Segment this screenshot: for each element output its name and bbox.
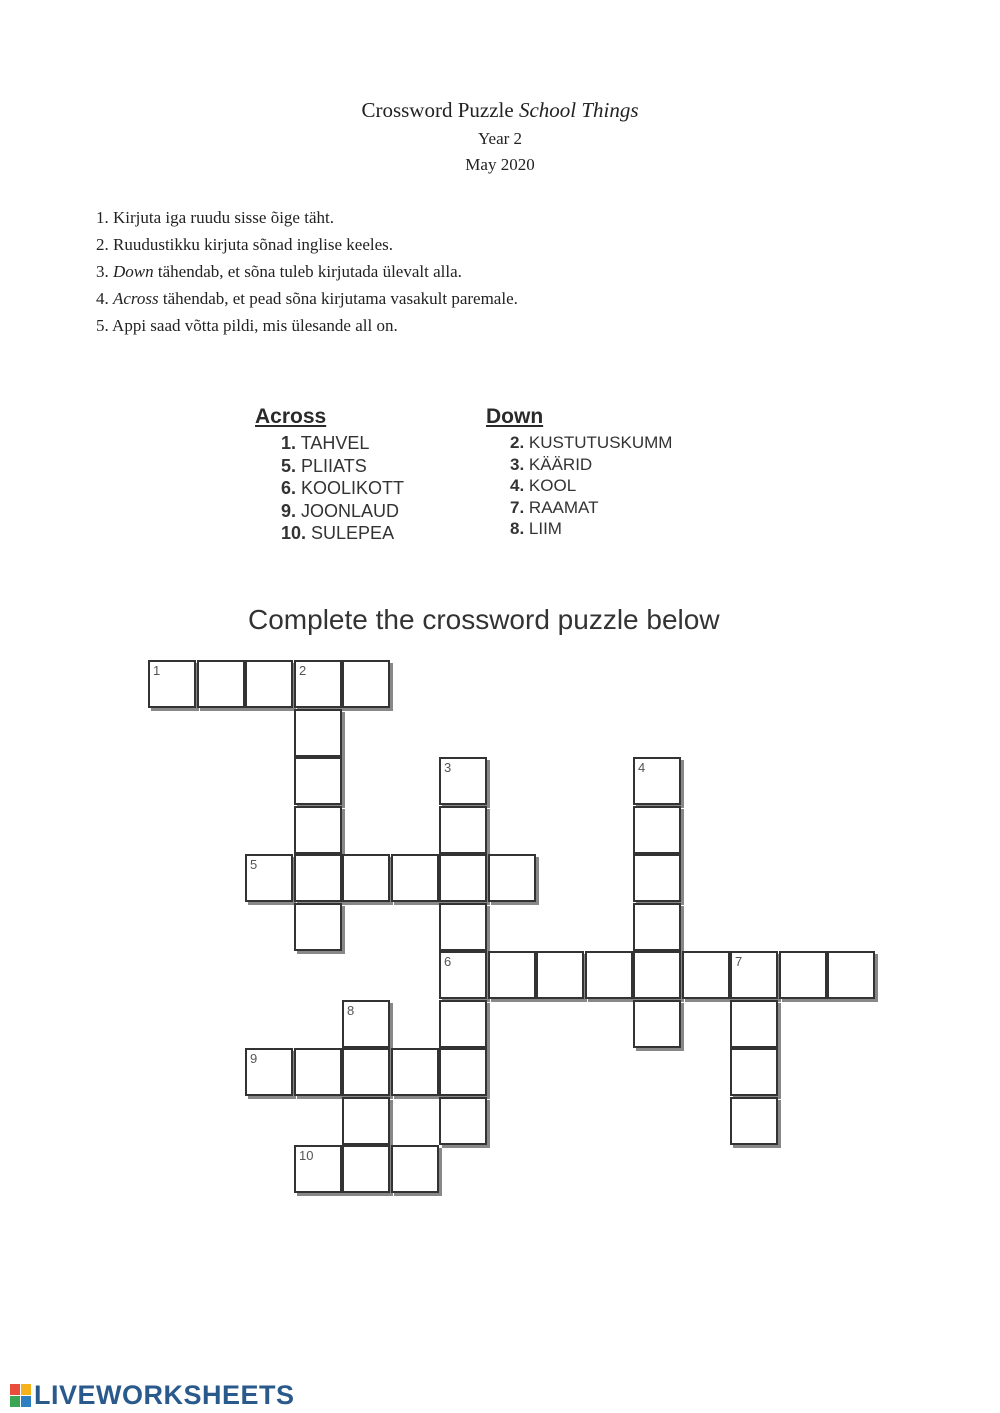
puzzle-heading: Complete the crossword puzzle below [248, 604, 720, 635]
crossword-cell[interactable] [391, 1048, 439, 1096]
crossword-cell[interactable] [730, 1048, 778, 1096]
crossword-cell[interactable] [294, 660, 342, 708]
instruction-text-rest: tähendab, et sõna tuleb kirjutada ülevalt alla. [153, 262, 462, 281]
logo-text: LIVEWORKSHEETS [34, 1380, 295, 1410]
cell-number: 6 [444, 954, 452, 969]
clue-number: 2. [510, 433, 525, 452]
crossword-cell[interactable] [439, 1048, 487, 1096]
clue-number: 4. [510, 476, 525, 495]
crossword-cell[interactable] [245, 660, 293, 708]
crossword-cell[interactable] [633, 951, 681, 999]
crossword-cell[interactable] [342, 1097, 390, 1145]
crossword-cell[interactable] [730, 1000, 778, 1048]
crossword-cell[interactable] [294, 1048, 342, 1096]
title-italic: School Things [518, 98, 639, 122]
instruction-text: 2. Ruudustikku kirjuta sõnad inglise keeles. [96, 235, 393, 254]
clue-word: KÄÄRID [524, 454, 593, 474]
crossword-cell[interactable] [488, 854, 536, 902]
instruction-text: 1. Kirjuta iga ruudu sisse õige täht. [96, 208, 334, 227]
crossword-cell[interactable] [342, 854, 390, 902]
crossword-cell[interactable] [294, 1145, 342, 1193]
page-title: Crossword Puzzle School Things [361, 98, 639, 122]
clue-word: TAHVEL [296, 433, 370, 453]
cell-number: 5 [250, 857, 258, 872]
cell-number: 4 [638, 760, 646, 775]
clue-number: 6. [281, 478, 297, 498]
cell-number: 8 [347, 1003, 355, 1018]
clue-number: 9. [281, 500, 297, 521]
crossword-cell[interactable] [294, 806, 342, 854]
crossword-cell[interactable] [342, 1000, 390, 1048]
crossword-cell[interactable] [245, 1048, 293, 1096]
crossword-cell[interactable] [827, 951, 875, 999]
cell-number: 2 [299, 663, 307, 678]
clue-word: PLIIATS [296, 455, 367, 476]
crossword-cell[interactable] [439, 854, 487, 902]
crossword-cell[interactable] [439, 1000, 487, 1048]
crossword-cell[interactable] [294, 757, 342, 805]
crossword-cell[interactable] [633, 854, 681, 902]
crossword-cell[interactable] [342, 660, 390, 708]
crossword-cell[interactable] [633, 757, 681, 805]
crossword-cell[interactable] [294, 903, 342, 951]
crossword-cell[interactable] [148, 660, 196, 708]
clue-word: LIIM [524, 519, 562, 538]
cell-number: 1 [153, 663, 161, 678]
crossword-cell[interactable] [682, 951, 730, 999]
crossword-cell[interactable] [439, 806, 487, 854]
liveworksheets-logo[interactable] [10, 1380, 295, 1411]
crossword-cell[interactable] [633, 903, 681, 951]
cell-number: 9 [250, 1051, 258, 1066]
cell-number: 3 [444, 760, 452, 775]
clue-number: 8. [510, 519, 525, 538]
crossword-cell[interactable] [391, 1145, 439, 1193]
crossword-cell[interactable] [633, 1000, 681, 1048]
crossword-cell[interactable] [245, 854, 293, 902]
clue-word: SULEPEA [306, 523, 395, 543]
crossword-cell[interactable] [391, 854, 439, 902]
crossword-cell[interactable] [633, 806, 681, 854]
crossword-cell[interactable] [294, 709, 342, 757]
instruction-keyword: Across [113, 289, 159, 308]
clue-word: KOOLIKOTT [296, 478, 405, 498]
instruction-text-rest: tähendab, et pead sõna kirjutama vasakult paremale. [158, 289, 518, 308]
cell-number: 10 [299, 1148, 314, 1163]
crossword-cell[interactable] [439, 903, 487, 951]
clue-number: 10. [281, 523, 307, 543]
across-heading: Across [255, 405, 327, 428]
clue-number: 7. [510, 497, 525, 517]
instruction-keyword: Down [113, 262, 154, 281]
liveworksheets-logo-icon [10, 1384, 32, 1408]
crossword-cell[interactable] [342, 1048, 390, 1096]
crossword-cell[interactable] [779, 951, 827, 999]
instruction-text: 4. [96, 289, 113, 308]
clue-number: 3. [510, 454, 525, 474]
crossword-cell[interactable] [439, 757, 487, 805]
instruction-text: 3. [96, 262, 113, 281]
crossword-cell[interactable] [488, 951, 536, 999]
date-label: May 2020 [465, 155, 535, 174]
clue-word: KOOL [524, 476, 577, 495]
crossword-cell[interactable] [536, 951, 584, 999]
crossword-cell[interactable] [730, 1097, 778, 1145]
crossword-cell[interactable] [439, 1097, 487, 1145]
clue-word: KUSTUTUSKUMM [524, 433, 673, 452]
crossword-cell[interactable] [730, 951, 778, 999]
crossword-cell[interactable] [342, 1145, 390, 1193]
cell-number: 7 [735, 954, 743, 969]
clue-word: JOONLAUD [296, 500, 400, 521]
clue-number: 1. [281, 433, 297, 453]
crossword-cell[interactable] [439, 951, 487, 999]
crossword-cell[interactable] [197, 660, 245, 708]
down-heading: Down [486, 405, 544, 428]
crossword-cell[interactable] [294, 854, 342, 902]
year-label: Year 2 [477, 129, 523, 148]
clue-number: 5. [281, 455, 297, 476]
crossword-cell[interactable] [585, 951, 633, 999]
instruction-text: 5. Appi saad võtta pildi, mis ülesande all on. [96, 316, 398, 335]
clue-word: RAAMAT [524, 497, 599, 517]
